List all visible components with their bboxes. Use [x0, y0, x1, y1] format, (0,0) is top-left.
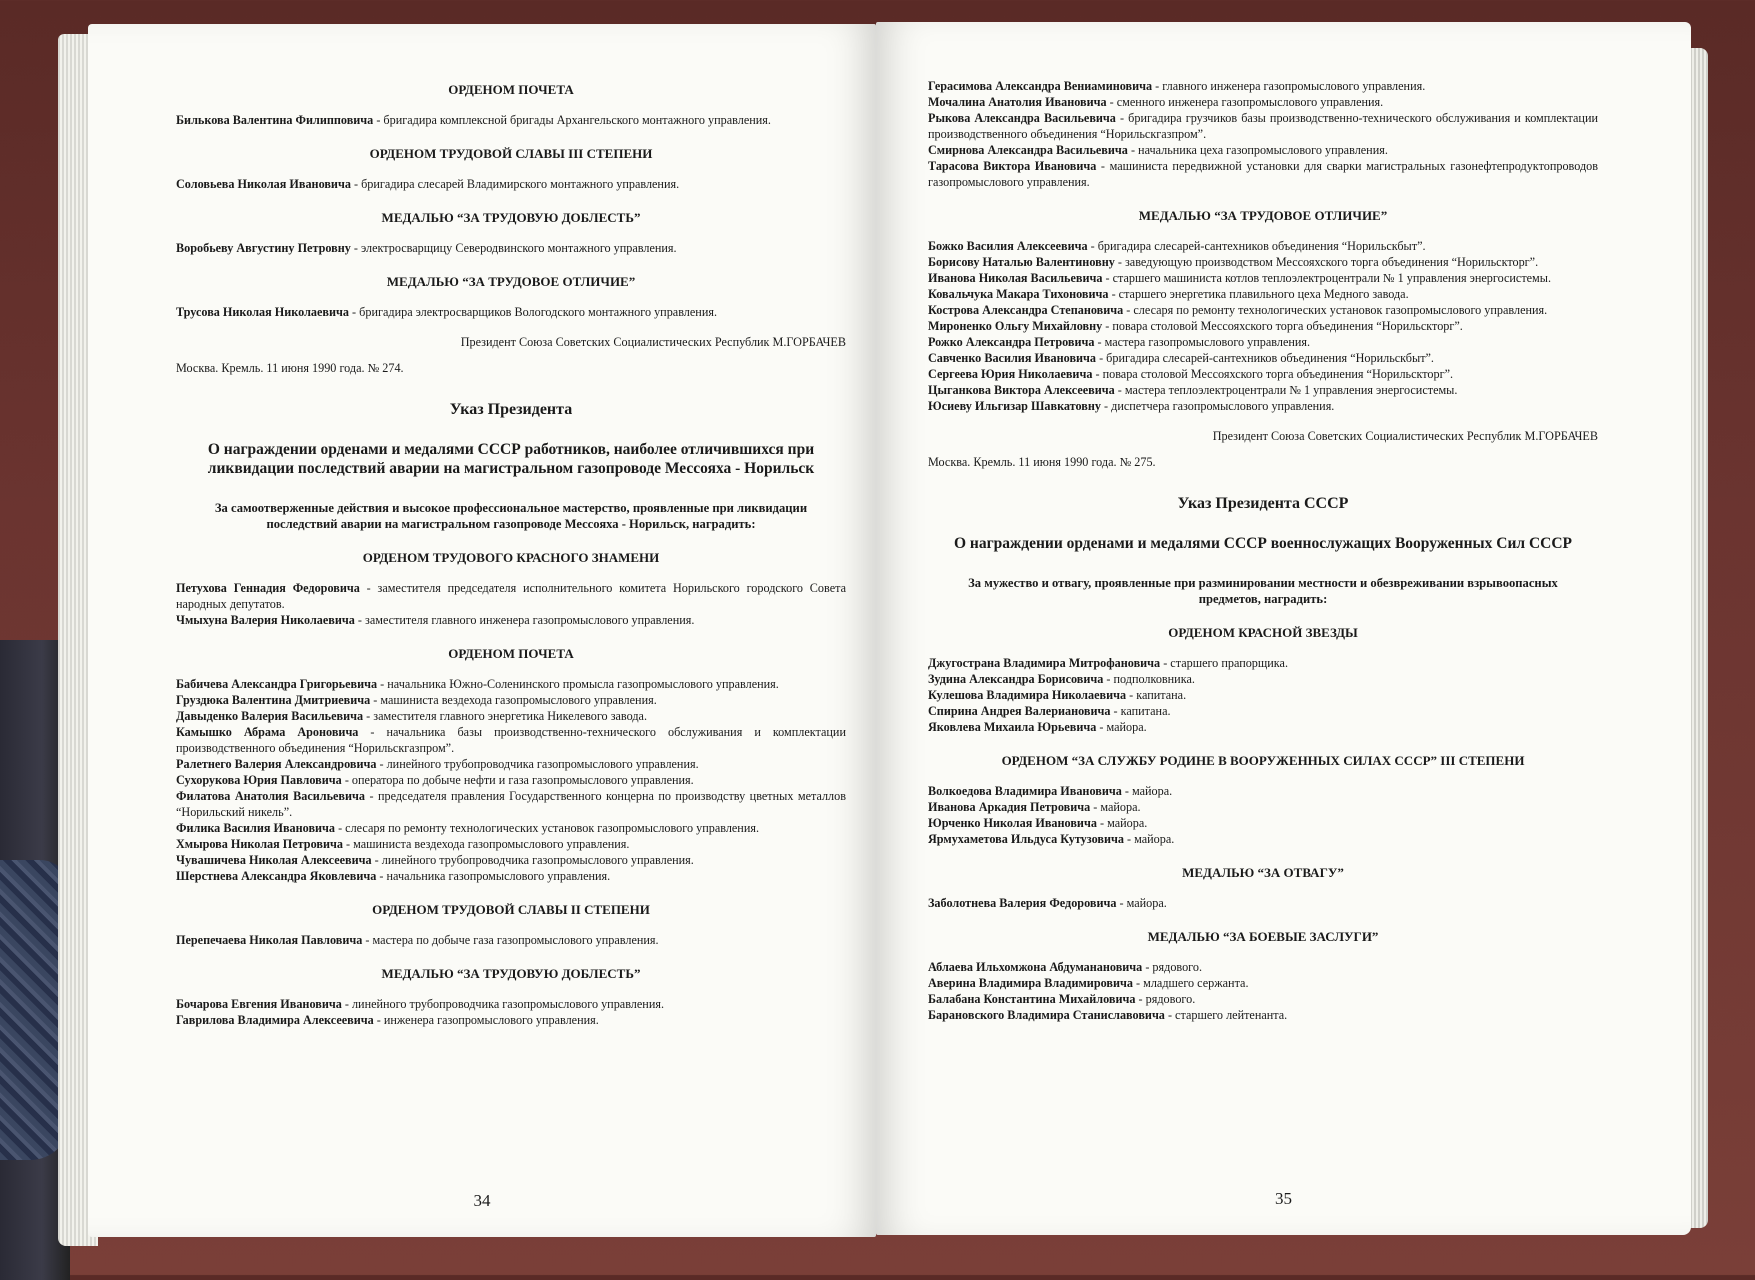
recipient-role: - повара столовой Мессояхского торга объединения “Норильскторг”. [1102, 319, 1463, 333]
recipient-role: - майора. [1116, 896, 1167, 910]
recipient-name: Груздюка Валентина Дмитриевича [176, 693, 371, 707]
recipient-role: - слесаря по ремонту технологических установок газопромыслового управления. [1123, 303, 1548, 317]
recipient-role: - начальника базы производственно-технического обслуживания и комплектации производственного объединения “Норильскгазпром”. [176, 725, 846, 755]
award-entry [176, 932, 846, 948]
recipient-role: - бригадира слесарей-сантехников объединения “Норильскбыт”. [1096, 351, 1434, 365]
award-heading: ОРДЕНОМ КРАСНОЙ ЗВЕЗДЫ [1168, 625, 1358, 640]
recipient-name: Сухорукова Юрия Павловича [176, 773, 342, 787]
award-entry [928, 719, 1598, 735]
recipient-role: - майора. [1090, 800, 1141, 814]
recipient-name: Тарасова Виктора Ивановича [928, 159, 1097, 173]
award-entry [176, 676, 846, 692]
award-entry [928, 783, 1598, 799]
award-entry [176, 772, 846, 788]
recipient-name: Гаврилова Владимира Алексеевича [176, 1013, 374, 1027]
recipient-role: - линейного трубопроводчика газопромыслового управления. [376, 757, 699, 771]
recipient-name: Балабана Константина Михайловича [928, 992, 1136, 1006]
recipient-name: Перепечаева Николая Павловича [176, 933, 363, 947]
signature-line: Президент Союза Советских Социалистических Республик М.ГОРБАЧЕВ [460, 335, 846, 349]
award-entry [928, 671, 1598, 687]
recipient-name: Камышко Абрама Ароновича [176, 725, 359, 739]
place-date-line: Москва. Кремль. 11 июня 1990 года. № 275. [928, 455, 1156, 469]
recipient-role: - мастера по добыче газа газопромыслового управления. [362, 933, 659, 947]
recipient-role: - майора. [1096, 720, 1147, 734]
recipient-role: - начальника газопромыслового управления. [376, 869, 611, 883]
award-entry [176, 112, 846, 128]
award-entry [176, 240, 846, 256]
recipient-name: Спирина Андрея Валериановича [928, 704, 1111, 718]
recipient-role: - линейного трубопроводчика газопромыслового управления. [341, 997, 664, 1011]
recipient-name: Яковлева Михаила Юрьевича [928, 720, 1097, 734]
recipient-name: Иванова Аркадия Петровича [928, 800, 1091, 814]
right-page [876, 22, 1691, 1235]
award-entry [928, 815, 1598, 831]
left-page [88, 24, 876, 1237]
award-heading: МЕДАЛЬЮ “ЗА ТРУДОВОЕ ОТЛИЧИЕ” [1138, 208, 1388, 223]
decree-preamble: За мужество и отвагу, проявленные при разминировании местности и обезвреживании взрывоопасных предметов, наградить: [968, 576, 1558, 606]
award-heading: ОРДЕНОМ ТРУДОВОЙ СЛАВЫ III СТЕПЕНИ [369, 146, 653, 161]
recipient-role: - рядового. [1135, 992, 1196, 1006]
award-entry [928, 254, 1598, 270]
recipient-name: Мироненко Ольгу Михайловну [928, 319, 1103, 333]
award-entry [928, 366, 1598, 382]
award-entry [176, 756, 846, 772]
recipient-role: - машиниста вездехода газопромыслового управления. [370, 693, 657, 707]
recipient-name: Божко Василия Алексеевича [928, 239, 1088, 253]
recipient-name: Мочалина Анатолия Ивановича [928, 95, 1107, 109]
recipient-name: Чмыхуна Валерия Николаевича [176, 613, 355, 627]
award-entry [176, 580, 846, 612]
recipient-role: - рядового. [1142, 960, 1203, 974]
award-entry [928, 975, 1598, 991]
award-heading: ОРДЕНОМ ТРУДОВОГО КРАСНОГО ЗНАМЕНИ [362, 550, 660, 565]
award-entry [928, 270, 1598, 286]
recipient-role: - начальника Южно-Соленинского промысла газопромыслового управления. [377, 677, 779, 691]
decree-preamble: За самоотверженные действия и высокое профессиональное мастерство, проявленные при ликвидации последствий аварии на магистральном газопроводе Мессояха - Норильск, наградить: [214, 501, 808, 531]
award-entry [176, 852, 846, 868]
recipient-name: Борисову Наталью Валентиновну [928, 255, 1115, 269]
recipient-name: Хмырова Николая Петровича [176, 837, 343, 851]
award-entry [928, 799, 1598, 815]
award-heading: ОРДЕНОМ “ЗА СЛУЖБУ РОДИНЕ В ВООРУЖЕННЫХ СИЛАХ СССР” III СТЕПЕНИ [1001, 753, 1525, 768]
award-heading: МЕДАЛЬЮ “ЗА ТРУДОВУЮ ДОБЛЕСТЬ” [381, 966, 641, 981]
recipient-role: - бригадира слесарей-сантехников объединения “Норильскбыт”. [1087, 239, 1426, 253]
recipient-role: - машиниста передвижной установки для сварки магистральных газонефтепродуктопроводов газопромыслового управления. [928, 159, 1598, 189]
recipient-name: Давыденко Валерия Васильевича [176, 709, 364, 723]
recipient-role: - заместителя главного инженера газопромыслового управления. [354, 613, 695, 627]
recipient-name: Сергеева Юрия Николаевича [928, 367, 1093, 381]
recipient-role: - бригадира комплексной бригады Архангельского монтажного управления. [373, 113, 771, 127]
award-entry [176, 612, 846, 628]
recipient-role: - оператора по добыче нефти и газа газопромыслового управления. [341, 773, 694, 787]
recipient-name: Кулешова Владимира Николаевича [928, 688, 1127, 702]
recipient-name: Герасимова Александра Вениаминовича [928, 79, 1153, 93]
recipient-role: - мастера газопромыслового управления. [1094, 335, 1311, 349]
award-entry [176, 868, 846, 884]
award-entry [176, 692, 846, 708]
award-heading: МЕДАЛЬЮ “ЗА ОТВАГУ” [1182, 865, 1344, 880]
award-entry [176, 996, 846, 1012]
award-entry [928, 655, 1598, 671]
recipient-name: Рыкова Александра Васильевича [928, 111, 1116, 125]
award-entry [928, 318, 1598, 334]
recipient-role: - старшего энергетика плавильного цеха Медного завода. [1108, 287, 1409, 301]
recipient-role: - начальника цеха газопромыслового управления. [1127, 143, 1388, 157]
recipient-role: - заведующую производством Мессояхского торга объединения “Норильскторг”. [1114, 255, 1539, 269]
award-entry [928, 334, 1598, 350]
award-entry [928, 302, 1598, 318]
award-entry [176, 836, 846, 852]
place-date-line: Москва. Кремль. 11 июня 1990 года. № 274. [176, 361, 404, 375]
award-heading: МЕДАЛЬЮ “ЗА ТРУДОВОЕ ОТЛИЧИЕ” [386, 274, 636, 289]
recipient-role: - электросварщицу Северодвинского монтажного управления. [350, 241, 677, 255]
award-entry [176, 304, 846, 320]
award-entry [928, 959, 1598, 975]
decree-subtitle: О награждении орденами и медалями СССР военнослужащих Вооруженных Сил СССР [953, 535, 1573, 552]
recipient-name: Юрченко Николая Ивановича [928, 816, 1097, 830]
page-number: 35 [1275, 1189, 1292, 1208]
recipient-role: - майора. [1123, 832, 1175, 846]
recipient-role: - заместителя главного энергетика Никелевого завода. [363, 709, 647, 723]
award-entry [928, 238, 1598, 254]
recipient-role: - главного инженера газопромыслового управления. [1152, 79, 1426, 93]
recipient-name: Юсиеву Ильгизар Шавкатовну [928, 399, 1101, 413]
recipient-role: - бригадира электросварщиков Вологодского монтажного управления. [349, 305, 717, 319]
recipient-role: - бригадира слесарей Владимирского монтажного управления. [350, 177, 680, 191]
recipient-role: - старшего прапорщика. [1160, 656, 1288, 670]
recipient-name: Аверина Владимира Владимировича [928, 976, 1133, 990]
recipient-name: Зудина Александра Борисовича [928, 672, 1104, 686]
recipient-name: Филатова Анатолия Васильевича [176, 789, 366, 803]
award-entry [928, 142, 1598, 158]
award-entry [176, 788, 846, 820]
award-entry [928, 991, 1598, 1007]
award-entry [928, 78, 1598, 94]
recipient-role: - мастера теплоэлектроцентрали № 1 управления энергосистемы. [1114, 383, 1458, 397]
page-number: 34 [473, 1191, 491, 1210]
recipient-role: - диспетчера газопромыслового управления. [1101, 399, 1335, 413]
award-entry [928, 1007, 1598, 1023]
recipient-name: Соловьева Николая Ивановича [176, 177, 351, 191]
recipient-role: - капитана. [1110, 704, 1171, 718]
award-entry [928, 286, 1598, 302]
recipient-name: Трусова Николая Николаевича [176, 305, 349, 319]
recipient-role: - старшего машиниста котлов теплоэлектроцентрали № 1 управления энергосистемы. [1102, 271, 1552, 285]
left-page-content [176, 82, 846, 1028]
recipient-name: Петухова Геннадия Федоровича [176, 581, 360, 595]
award-entry [928, 350, 1598, 366]
award-entry [928, 158, 1598, 190]
recipient-role: - капитана. [1126, 688, 1187, 702]
award-entry [176, 1012, 846, 1028]
recipient-role: - машиниста вездехода газопромыслового управления. [342, 837, 630, 851]
award-entry [928, 687, 1598, 703]
award-entry [928, 110, 1598, 142]
recipient-name: Цыганкова Виктора Алексеевича [928, 383, 1115, 397]
recipient-name: Воробьеву Августину Петровну [176, 241, 351, 255]
recipient-role: - слесаря по ремонту технологических установок газопромыслового управления. [335, 821, 760, 835]
award-heading: ОРДЕНОМ ТРУДОВОЙ СЛАВЫ II СТЕПЕНИ [372, 902, 650, 917]
recipient-role: - подполковника. [1103, 672, 1195, 686]
recipient-name: Ковальчука Макара Тихоновича [928, 287, 1109, 301]
decree-subtitle: О награждении орденами и медалями СССР работников, наиболее отличившихся при ликвидации последствий аварии на магистральном газопроводе Мессояха - Норильск [207, 441, 815, 477]
recipient-name: Бабичева Александра Григорьевича [176, 677, 378, 691]
award-heading: ОРДЕНОМ ПОЧЕТА [448, 646, 574, 661]
award-entry [176, 724, 846, 756]
right-page-content [928, 78, 1598, 1023]
recipient-role: - майора. [1121, 784, 1173, 798]
recipient-role: - старшего лейтенанта. [1164, 1008, 1288, 1022]
recipient-name: Филика Василия Ивановича [176, 821, 336, 835]
recipient-name: Шерстнева Александра Яковлевича [176, 869, 377, 883]
recipient-role: - майора. [1096, 816, 1148, 830]
award-entry [928, 895, 1598, 911]
recipient-name: Заболотнева Валерия Федоровича [928, 896, 1117, 910]
award-entry [928, 703, 1598, 719]
recipient-name: Волкоедова Владимира Ивановича [928, 784, 1122, 798]
award-heading: ОРДЕНОМ ПОЧЕТА [448, 82, 574, 97]
signature-line: Президент Союза Советских Социалистических Республик М.ГОРБАЧЕВ [1212, 429, 1598, 443]
award-heading: МЕДАЛЬЮ “ЗА ТРУДОВУЮ ДОБЛЕСТЬ” [381, 210, 641, 225]
recipient-name: Ралетнего Валерия Александровича [176, 757, 377, 771]
recipient-name: Джугострана Владимира Митрофановича [928, 656, 1161, 670]
recipient-role: - инженера газопромыслового управления. [373, 1013, 599, 1027]
award-entry [928, 398, 1598, 414]
recipient-name: Иванова Николая Васильевича [928, 271, 1103, 285]
decree-title: Указ Президента [449, 401, 573, 418]
recipient-name: Рожко Александра Петровича [928, 335, 1095, 349]
recipient-name: Кострова Александра Степановича [928, 303, 1124, 317]
recipient-name: Чувашичева Николая Алексеевича [176, 853, 372, 867]
award-entry [176, 820, 846, 836]
recipient-role: - заместителя председателя исполнительного комитета Норильского городского Совета народных депутатов. [176, 581, 847, 611]
award-entry [176, 708, 846, 724]
award-entry [928, 94, 1598, 110]
recipient-name: Билькова Валентина Филипповича [176, 113, 374, 127]
recipient-name: Аблаева Ильхомжона Абдуманановича [928, 960, 1143, 974]
recipient-role: - сменного инженера газопромыслового управления. [1106, 95, 1384, 109]
recipient-role: - младшего сержанта. [1132, 976, 1249, 990]
recipient-role: - председателя правления Государственного концерна по производству цветных металлов “Норильский никель”. [176, 789, 846, 819]
recipient-name: Барановского Владимира Станиславовича [928, 1008, 1165, 1022]
award-heading: МЕДАЛЬЮ “ЗА БОЕВЫЕ ЗАСЛУГИ” [1147, 929, 1379, 944]
award-entry [928, 831, 1598, 847]
recipient-name: Бочарова Евгения Ивановича [176, 997, 342, 1011]
recipient-role: - повара столовой Мессояхского торга объединения “Норильскторг”. [1092, 367, 1454, 381]
award-entry [928, 382, 1598, 398]
recipient-name: Савченко Василия Ивановича [928, 351, 1097, 365]
recipient-role: - линейного трубопроводчика газопромыслового управления. [371, 853, 694, 867]
decree-title: Указ Президента СССР [1177, 495, 1349, 512]
award-entry [176, 176, 846, 192]
recipient-name: Ярмухаметова Ильдуса Кутузовича [928, 832, 1124, 846]
recipient-role: - бригадира грузчиков базы производственно-технического обслуживания и комплектации производственного объединения “Норильскгазпром”. [928, 111, 1598, 141]
recipient-name: Смирнова Александра Васильевича [928, 143, 1128, 157]
